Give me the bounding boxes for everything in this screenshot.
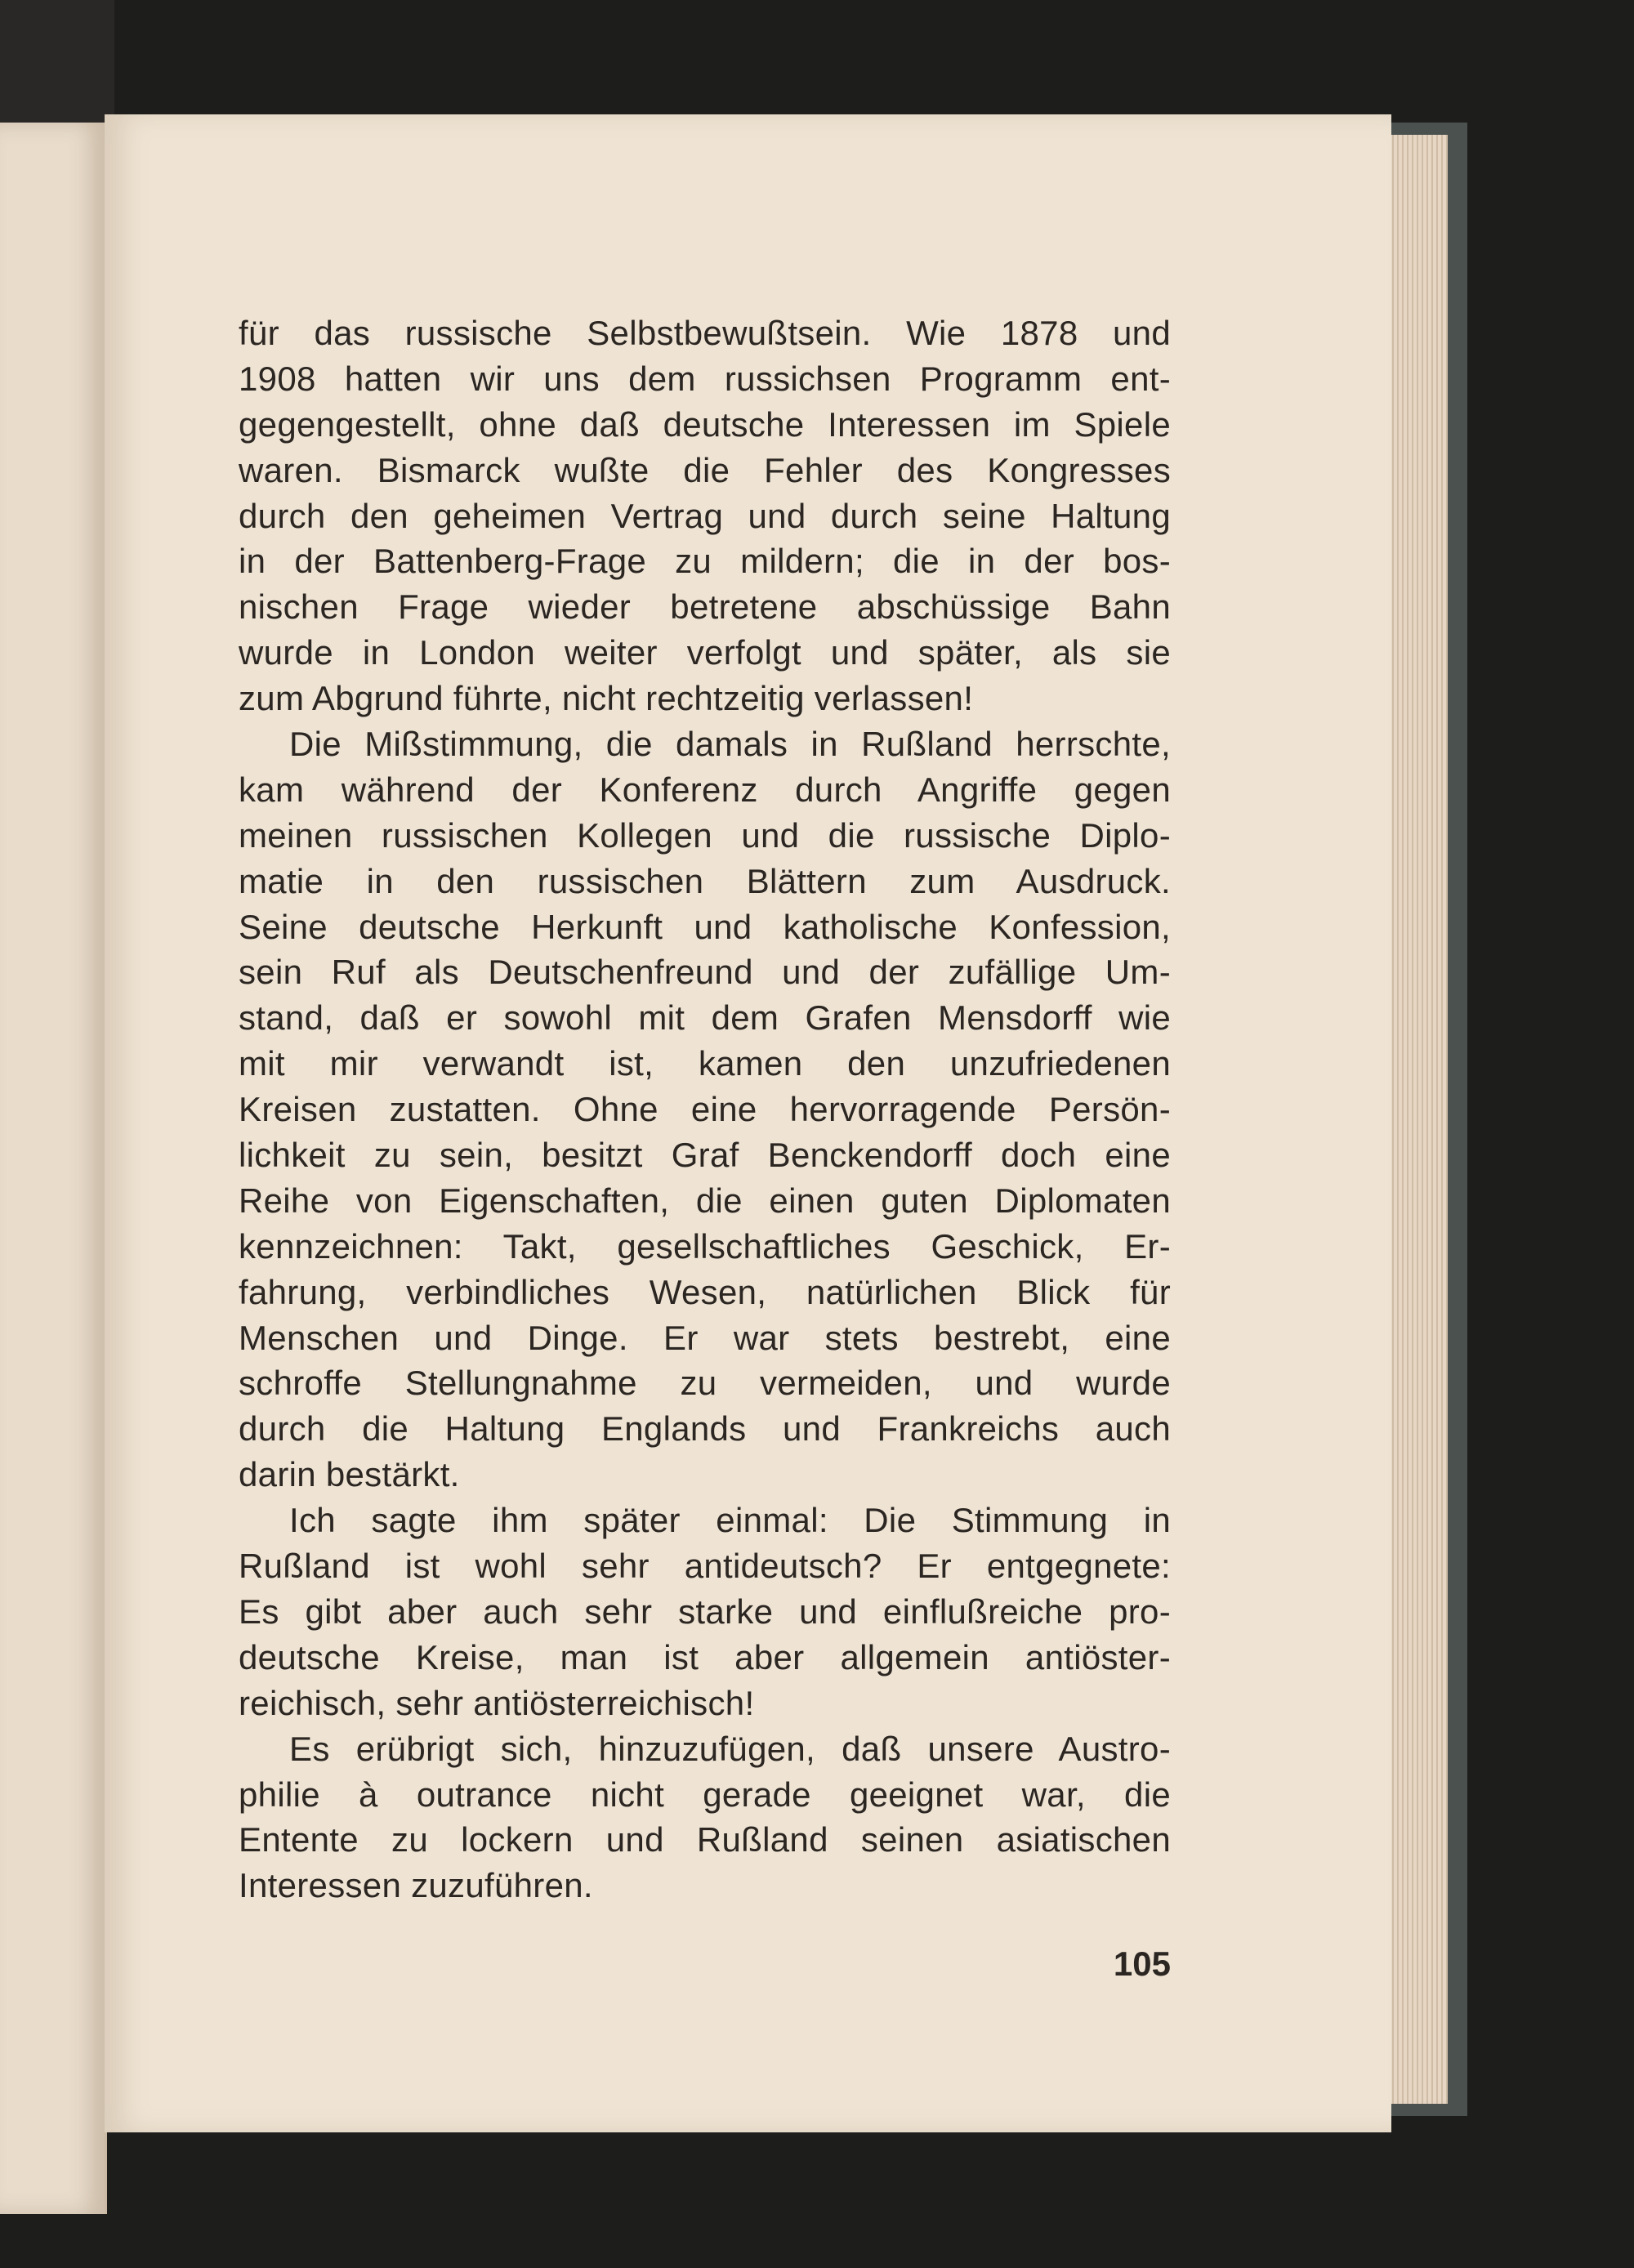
text-line: kennzeichnen: Takt, gesellschaftliches Geschick, Er- [239, 1226, 1171, 1266]
text-line: Kreisen zustatten. Ohne eine hervorragende Persön- [239, 1090, 1171, 1129]
text-line: waren. Bismarck wußte die Fehler des Kongresses [239, 450, 1171, 489]
text-line: wurde in London weiter verfolgt und später, als sie [239, 633, 1171, 672]
text-line: gegengestellt, ohne daß deutsche Interessen im Spiele [239, 404, 1171, 444]
text-line: Rußland ist wohl sehr antideutsch? Er entgegnete: [239, 1547, 1171, 1586]
text-line: schroffe Stellungnahme zu vermeiden, und wurde [239, 1364, 1171, 1403]
text-line: stand, daß er sowohl mit dem Grafen Mensdorff wie [239, 998, 1171, 1038]
text-line: Reihe von Eigenschaften, die einen guten Diplomaten [239, 1181, 1171, 1220]
text-line: mit mir verwandt ist, kamen den unzufriedenen [239, 1044, 1171, 1083]
paragraph [239, 1726, 1171, 1909]
text-line: Die Mißstimmung, die damals in Rußland herrschte, [289, 725, 1171, 764]
text-line: Ich sagte ihm später einmal: Die Stimmung in [289, 1501, 1171, 1540]
text-line: matie in den russischen Blättern zum Ausdruck. [239, 861, 1171, 900]
paragraph [239, 310, 1171, 721]
body-text [239, 310, 1171, 1909]
text-line: zum Abgrund führte, nicht rechtzeitig verlassen! [239, 679, 974, 718]
text-line: Es gibt aber auch sehr starke und einflußreiche pro- [239, 1592, 1171, 1631]
text-line: für das russische Selbstbewußtsein. Wie 1878 und [239, 314, 1171, 352]
text-line: Es erübrigt sich, hinzuzufügen, daß unsere Austro- [289, 1729, 1171, 1768]
text-line: kam während der Konferenz durch Angriffe gegen [239, 770, 1171, 809]
text-line: fahrung, verbindliches Wesen, natürlichen Blick für [239, 1272, 1171, 1311]
text-line: darin bestärkt. [239, 1455, 460, 1494]
text-line: reichisch, sehr antiösterreichisch! [239, 1683, 755, 1722]
text-line: Seine deutsche Herkunft und katholische Konfession, [239, 907, 1171, 946]
background [0, 0, 114, 123]
text-line: Interessen zuzuführen. [239, 1866, 593, 1905]
text-line: Menschen und Dinge. Er war stets bestrebt, eine [239, 1318, 1171, 1357]
text-line: 1908 hatten wir uns dem russichsen Programm ent- [239, 359, 1171, 398]
text-line: durch den geheimen Vertrag und durch seine Haltung [239, 496, 1171, 535]
text-line: Entente zu lockern und Rußland seinen asiatischen [239, 1820, 1171, 1859]
text-line: durch die Haltung Englands und Frankreichs auch [239, 1409, 1171, 1449]
page-edges [1389, 135, 1448, 2104]
text-line: meinen russischen Kollegen und die russische Diplo- [239, 815, 1171, 855]
text-line: sein Ruf als Deutschenfreund und der zufällige Um- [239, 953, 1171, 992]
text-line: nischen Frage wieder betretene abschüssige Bahn [239, 587, 1171, 627]
paragraph [239, 1498, 1171, 1726]
text-line: in der Battenberg-Frage zu mildern; die in der bos- [239, 542, 1171, 581]
page-number: 105 [1113, 1944, 1171, 1983]
text-line: deutsche Kreise, man ist aber allgemein antiöster- [239, 1637, 1171, 1676]
left-page-edge [0, 123, 107, 2214]
text-line: lichkeit zu sein, besitzt Graf Benckendorff doch eine [239, 1136, 1171, 1175]
paragraph [239, 721, 1171, 1498]
text-line: philie à outrance nicht gerade geeignet war, die [239, 1775, 1171, 1814]
